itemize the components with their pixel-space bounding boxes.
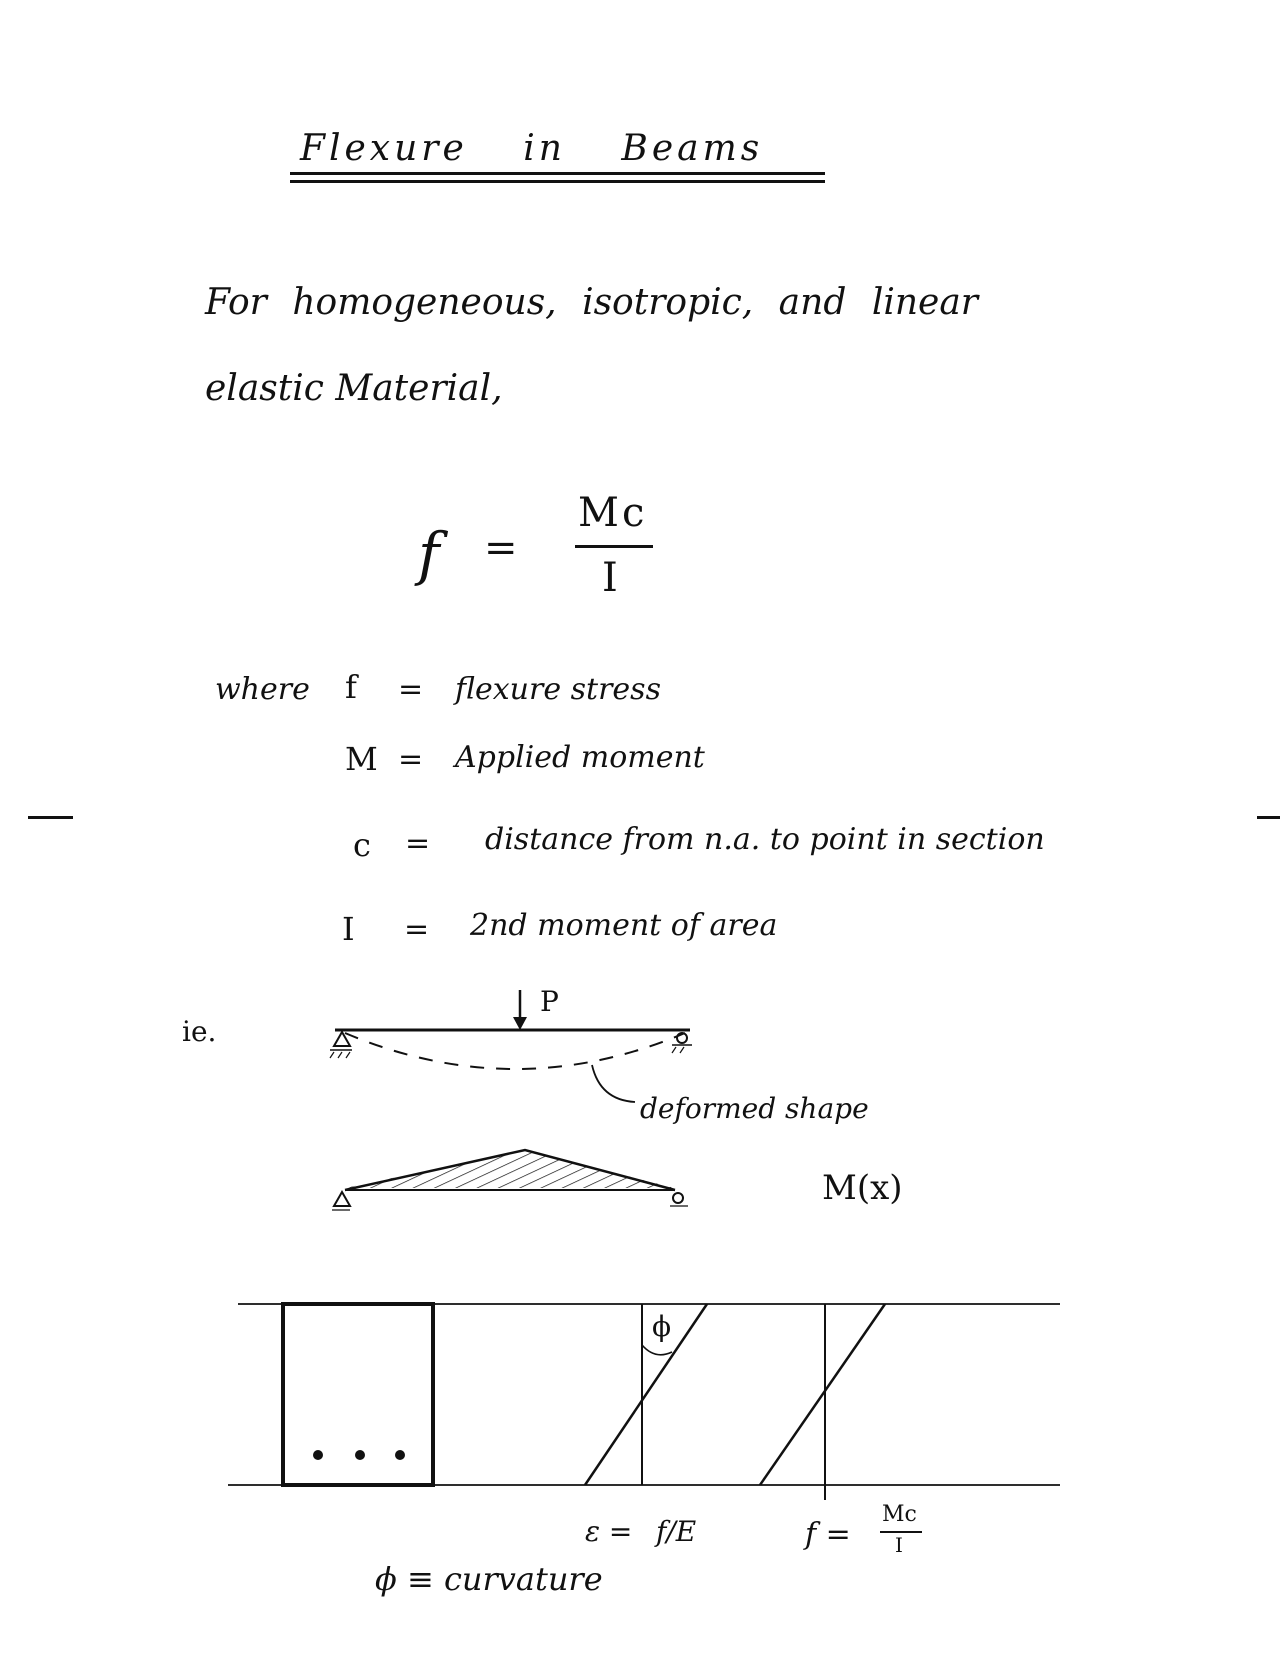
intro-line-2: elastic Material,	[205, 368, 503, 409]
formula-numerator: Mc	[578, 490, 648, 536]
definition-text-m: Applied moment	[455, 740, 705, 775]
definition-equals-i: =	[404, 912, 430, 947]
rebar-1	[313, 1450, 323, 1460]
definition-text-f: flexure stress	[455, 672, 661, 707]
definition-equals-m: =	[398, 742, 424, 777]
deformed-shape-leader	[592, 1065, 635, 1102]
stress-profile	[760, 1304, 885, 1485]
strain-lhs: ε =	[585, 1515, 633, 1548]
phi-label: ϕ	[652, 1310, 672, 1343]
definition-symbol-m: M	[345, 740, 378, 778]
stress-numerator: Mc	[882, 1502, 917, 1527]
definition-symbol-f: f	[345, 668, 357, 706]
moment-diagram	[332, 1150, 688, 1210]
definition-equals-f: =	[398, 672, 424, 707]
formula-equals: =	[484, 525, 518, 571]
moment-label: M(x)	[822, 1168, 903, 1208]
beam-diagram	[330, 990, 692, 1102]
load-arrow-head	[513, 1017, 527, 1030]
phi-arc	[642, 1345, 672, 1355]
rebar-2	[355, 1450, 365, 1460]
curvature-label: ϕ ≡ curvature	[375, 1560, 603, 1598]
deformed-shape-label: deformed shape	[640, 1092, 869, 1125]
deformed-shape-curve	[345, 1033, 685, 1069]
load-label: P	[540, 985, 559, 1018]
rebar-3	[395, 1450, 405, 1460]
definitions-lead: where	[215, 672, 310, 707]
moment-roller-support	[673, 1193, 683, 1203]
intro-line-1: For homogeneous, isotropic, and linear	[205, 282, 979, 323]
strain-profile	[585, 1304, 707, 1485]
definition-symbol-c: c	[353, 826, 371, 864]
example-lead: ie.	[182, 1015, 217, 1048]
definition-symbol-i: I	[342, 910, 355, 948]
formula-denominator: I	[602, 555, 618, 601]
moment-pin-support	[334, 1192, 350, 1206]
definition-equals-c: =	[405, 826, 431, 861]
definition-text-c: distance from n.a. to point in section	[485, 822, 1045, 857]
stress-denominator: I	[895, 1533, 903, 1557]
formula-lhs: f	[418, 520, 440, 588]
strain-fraction: f/E	[656, 1515, 697, 1548]
definition-text-i: 2nd moment of area	[470, 908, 778, 943]
stress-lhs: f =	[805, 1517, 851, 1552]
page-title: Flexure in Beams	[300, 128, 764, 169]
section-diagram	[228, 1304, 1060, 1500]
